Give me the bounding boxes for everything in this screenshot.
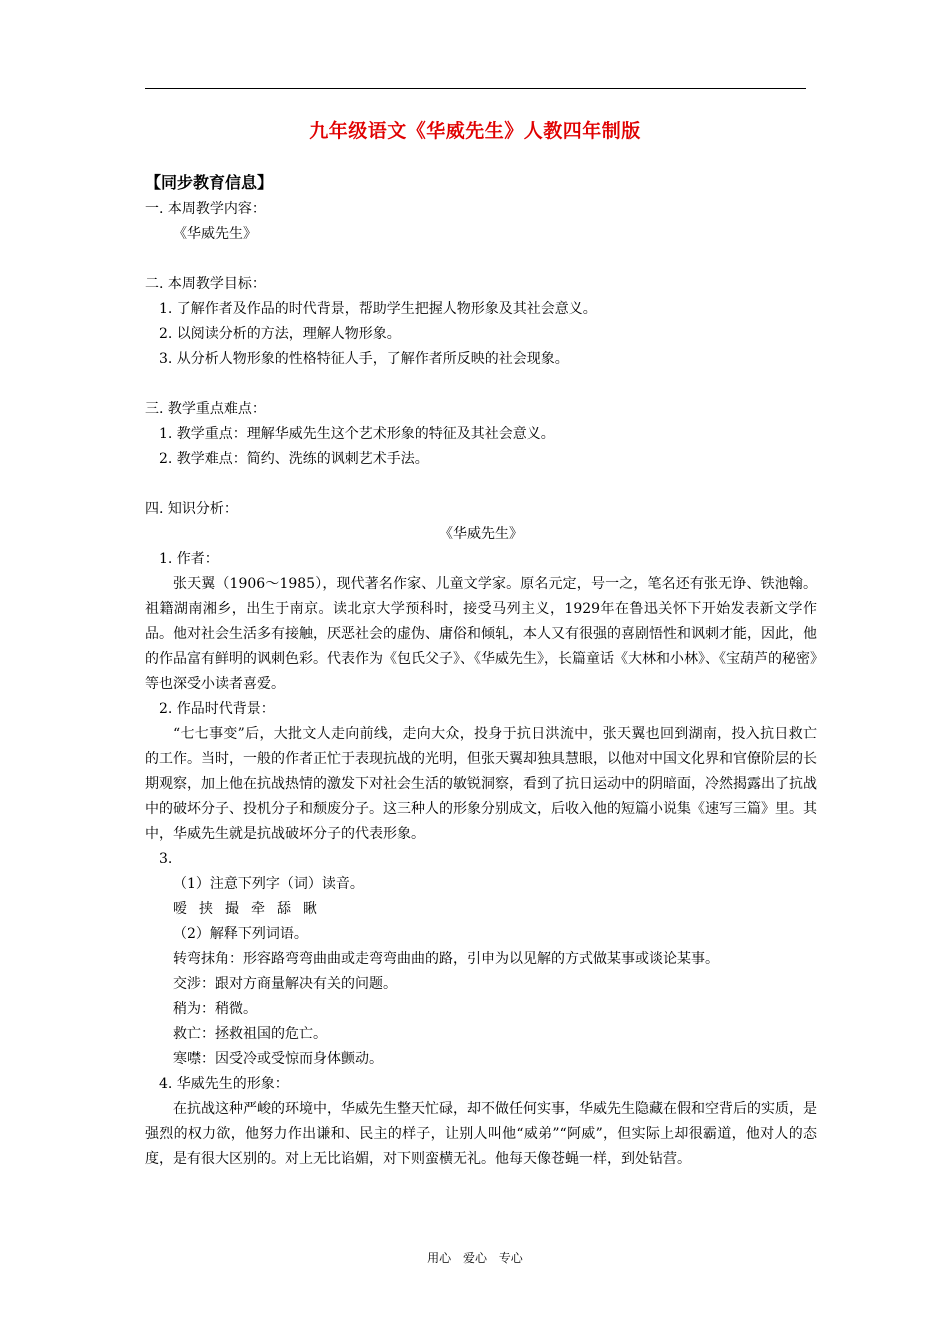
objective-item: 2. 以阅读分析的方法，理解人物形象。	[159, 326, 401, 342]
image-label: 4. 华威先生的形象：	[159, 1076, 289, 1092]
section-1-item: 《华威先生》	[173, 226, 257, 242]
document-title: 九年级语文《华威先生》人教四年制版	[309, 120, 641, 142]
item-3-label: 3.	[159, 851, 173, 867]
section-3-heading: 三. 教学重点难点：	[145, 401, 266, 417]
document-body	[145, 170, 817, 1172]
pron-char: 舔	[277, 901, 291, 917]
section-header: 【同步教育信息】	[145, 173, 274, 192]
author-label: 1. 作者：	[159, 551, 219, 567]
image-paragraph: 在抗战这种严峻的环境中，华威先生整天忙碌，却不做任何实事，华威先生隐藏在假和空背后的实质，是强烈的权力欲，他努力作出谦和、民主的样子，让别人叫他“威弟”“阿威”，但实际上却很霸道，他对人的态度，是有很大区别的。对上无比谄媚，对下则蛮横无礼。他每天像苍蝇一样，到处钻营。	[145, 1101, 817, 1167]
keypoint-item: 1. 教学重点：理解华威先生这个艺术形象的特征及其社会意义。	[159, 426, 555, 442]
spacer	[145, 372, 817, 397]
pron-char: 牵	[251, 901, 265, 917]
pron-char: 挟	[199, 901, 213, 917]
objective-item: 3. 从分析人物形象的性格特征人手，了解作者所反映的社会现象。	[159, 351, 569, 367]
pron-char: 撮	[225, 901, 239, 917]
vocab-item: 转弯抹角：形容路弯弯曲曲或走弯弯曲曲的路，引申为以见解的方式做某事或谈论某事。	[173, 951, 719, 967]
background-paragraph: “七七事变”后，大批文人走向前线，走向大众，投身于抗日洪流中，张天翼也回到湖南，投入抗日救亡的工作。当时，一般的作者正忙于表现抗战的光明，但张天翼却独具慧眼，以他对中国文化界和官僚阶层的长期观察，加上他在抗战热情的激发下对社会生活的敏锐洞察，看到了抗日运动中的阴暗面，冷然揭露出了抗战中的破坏分子、投机分子和颓废分子。这三种人的形象分别成文，后收入他的短篇小说集《速写三篇》里。其中，华威先生就是抗战破坏分子的代表形象。	[145, 726, 817, 842]
spacer	[145, 247, 817, 272]
keypoint-item: 2. 教学难点：简约、洗练的讽刺艺术手法。	[159, 451, 429, 467]
objective-item: 1. 了解作者及作品的时代背景，帮助学生把握人物形象及其社会意义。	[159, 301, 597, 317]
section-2-heading: 二. 本周教学目标：	[145, 276, 266, 292]
section-1-heading: 一. 本周教学内容：	[145, 201, 266, 217]
pronunciation-chars	[145, 897, 817, 922]
pron-char: 嗳	[173, 901, 187, 917]
header-rule	[145, 88, 806, 89]
vocab-item: 寒噤：因受冷或受惊而身体颤动。	[173, 1051, 383, 1067]
vocab-item: 稍为：稍微。	[173, 1001, 257, 1017]
vocab-item: 交涉：跟对方商量解决有关的问题。	[173, 976, 397, 992]
pron-char: 瞅	[303, 901, 317, 917]
vocab-label: （2）解释下列词语。	[173, 926, 308, 942]
author-paragraph: 张天翼（1906～1985），现代著名作家、儿童文学家。原名元定，号一之，笔名还有张无诤、铁池翰。祖籍湖南湘乡，出生于南京。读北京大学预科时，接受马列主义，1929年在鲁迅关怀下开始发表新文学作品。他对社会生活多有接触，厌恶社会的虚伪、庸俗和倾轧，本人又有很强的喜剧悟性和讽刺才能，因此，他的作品富有鲜明的讽刺色彩。代表作为《包氏父子》、《华威先生》，长篇童话《大林和小林》、《宝葫芦的秘密》等也深受小读者喜爱。	[145, 576, 817, 692]
spacer	[145, 472, 817, 497]
page-footer: 用心 爱心 专心	[427, 1251, 523, 1265]
analysis-subtitle: 《华威先生》	[439, 526, 523, 542]
background-label: 2. 作品时代背景：	[159, 701, 275, 717]
pronunciation-label: （1）注意下列字（词）读音。	[173, 876, 364, 892]
vocab-item: 救亡：拯救祖国的危亡。	[173, 1026, 327, 1042]
section-4-heading: 四. 知识分析：	[145, 501, 238, 517]
